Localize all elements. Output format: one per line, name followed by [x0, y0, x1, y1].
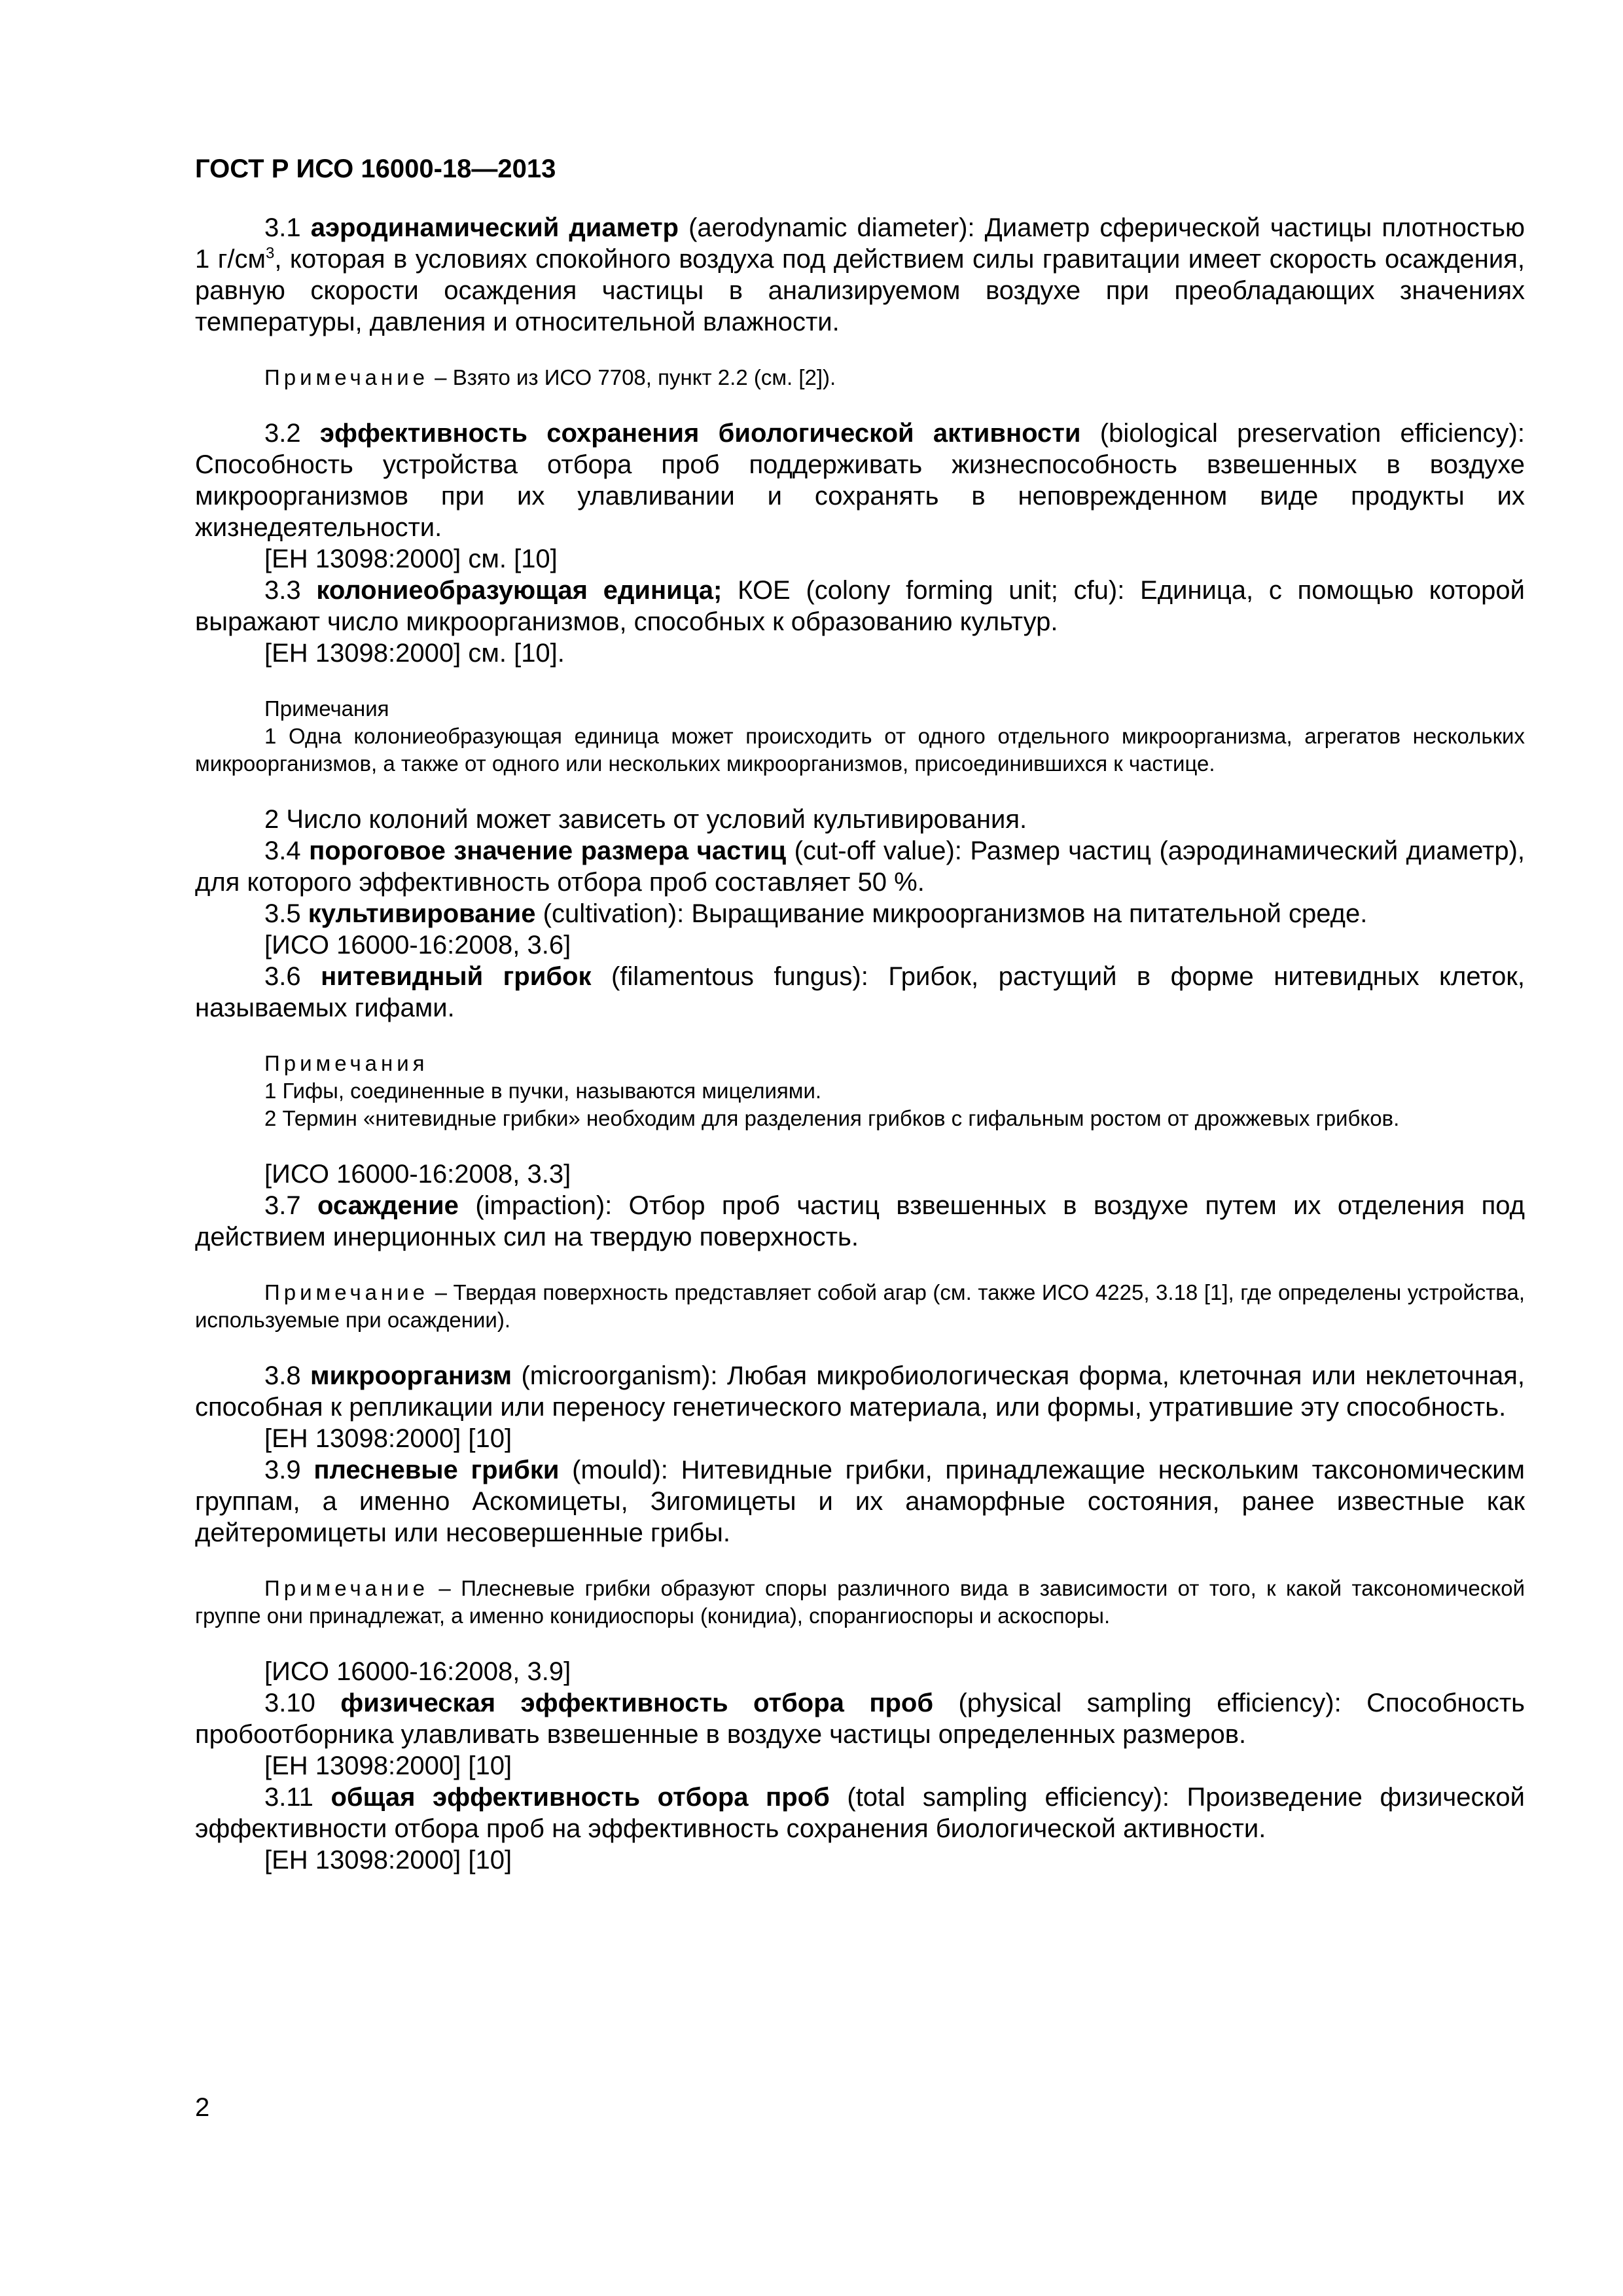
note-3-1	[195, 364, 1525, 391]
term-number: 3.1	[264, 213, 301, 242]
term-3-4	[195, 835, 1525, 898]
note-text: – Плесневые грибки образуют споры различного вида в зависимости от того, к какой таксономической группе они принадлежат, а именно конидиоспоры (конидиа), спорангиоспоры и аскоспоры.	[195, 1576, 1525, 1628]
note-text: – Взято из ИСО 7708, пункт 2.2 (см. [2]).	[429, 365, 836, 389]
term-3-1	[195, 212, 1525, 338]
term-number: 3.10	[264, 1689, 315, 1717]
term-definition: КОЕ (colony forming unit; cfu): Единица, с помощью которой выражают число микроорганизмов, способных к образованию культур.	[195, 576, 1525, 636]
term-definition: (aerodynamic diameter): Диаметр сферической частицы плотностью 1 г/см	[195, 213, 1525, 274]
term-3-5	[195, 898, 1525, 929]
term-number: 3.2	[264, 419, 301, 448]
note-label: Примечание	[264, 1576, 429, 1600]
note-text: – Твердая поверхность представляет собой агар (см. также ИСО 4225, 3.18 [1], где определены устройства, используемые при осаждении).	[195, 1280, 1525, 1332]
term-number: 3.9	[264, 1456, 301, 1484]
term-reference: [ЕН 13098:2000] [10]	[264, 1751, 512, 1780]
term-reference: [ЕН 13098:2000] см. [10].	[264, 639, 565, 668]
term-3-8	[195, 1360, 1525, 1423]
term-title: физическая эффективность отбора проб	[340, 1689, 934, 1717]
term-reference: [ЕН 13098:2000] [10]	[264, 1846, 512, 1874]
term-3-7	[195, 1190, 1525, 1253]
term-3-2	[195, 418, 1525, 543]
term-reference: [ЕН 13098:2000] [10]	[264, 1424, 512, 1453]
term-reference: [ЕН 13098:2000] см. [10]	[264, 545, 558, 573]
term-definition: (impaction): Отбор проб частиц взвешенных в воздухе путем их отделения под действием инерционных сил на твердую поверхность.	[195, 1191, 1525, 1251]
term-reference: [ИСО 16000-16:2008, 3.9]	[264, 1657, 571, 1686]
term-title: культивирование	[308, 899, 536, 928]
term-number: 3.11	[264, 1783, 313, 1812]
term-title: аэродинамический диаметр	[310, 213, 679, 242]
term-3-10	[195, 1687, 1525, 1750]
document-header: ГОСТ Р ИСО 16000-18—2013	[195, 154, 556, 183]
term-title: общая эффективность отбора проб	[330, 1783, 830, 1812]
note-label: Примечание	[264, 1280, 429, 1304]
note-item: 1 Одна колониеобразующая единица может происходить от одного отдельного микроорганизма, агрегатов нескольких микроорганизмов, а также от одного или нескольких микроорганизмов, присоединившихся к частице.	[195, 724, 1525, 776]
page-number: 2	[195, 2093, 210, 2122]
term-number: 3.8	[264, 1361, 301, 1390]
term-reference: [ИСО 16000-16:2008, 3.6]	[264, 931, 571, 960]
term-definition: (biological preservation efficiency): Способность устройства отбора проб поддерживать жизнеспособность взвешенных в воздухе микроорганизмов при их улавливании и сохранять в неповрежденном виде продукты их жизнедеятельности.	[195, 419, 1525, 542]
note-label: Примечание	[264, 365, 429, 389]
note-item-large: 2 Число колоний может зависеть от условий культивирования.	[264, 805, 1027, 834]
term-definition: (microorganism): Любая микробиологическая форма, клеточная или неклеточная, способная к репликации или переносу генетического материала, или формы, утратившие эту способность.	[195, 1361, 1525, 1422]
term-title: микроорганизм	[310, 1361, 512, 1390]
term-title: пороговое значение размера частиц	[309, 836, 787, 865]
term-number: 3.7	[264, 1191, 301, 1220]
term-title: колониеобразующая единица;	[316, 576, 722, 605]
note-3-7	[195, 1279, 1525, 1334]
term-3-3	[195, 575, 1525, 637]
term-definition: (total sampling efficiency): Произведение физической эффективности отбора проб на эффективность сохранения биологической активности.	[195, 1783, 1525, 1843]
term-definition: (cut-off value): Размер частиц (аэродинамический диаметр), для которого эффективность отбора проб составляет 50 %.	[195, 836, 1525, 897]
notes-label: Примечания	[264, 696, 389, 721]
term-title: эффективность сохранения биологической активности	[319, 419, 1081, 448]
superscript: 3	[265, 244, 275, 262]
term-reference: [ИСО 16000-16:2008, 3.3]	[264, 1160, 571, 1189]
term-3-6	[195, 961, 1525, 1024]
term-title: осаждение	[317, 1191, 459, 1220]
note-item: 1 Гифы, соединенные в пучки, называются мицелиями.	[264, 1079, 822, 1103]
term-definition: (filamentous fungus): Грибок, растущий в форме нитевидных клеток, называемых гифами.	[195, 962, 1525, 1022]
term-number: 3.4	[264, 836, 301, 865]
term-definition: (mould): Нитевидные грибки, принадлежащие нескольким таксономическим группам, а именно Аскомицеты, Зигомицеты и их анаморфные состояния, ранее известные как дейтеромицеты или несовершенные грибы.	[195, 1456, 1525, 1547]
term-definition-cont: , которая в условиях спокойного воздуха под действием силы гравитации имеет скорость осаждения, равную скорости осаждения частицы в анализируемом воздухе при преобладающих значениях температуры, давления и относительной влажности.	[195, 245, 1525, 336]
notes-label: Примечания	[264, 1051, 429, 1075]
term-number: 3.3	[264, 576, 301, 605]
term-number: 3.6	[264, 962, 301, 991]
term-3-9	[195, 1454, 1525, 1549]
note-item: 2 Термин «нитевидные грибки» необходим для разделения грибков с гифальным ростом от дрожжевых грибков.	[264, 1106, 1400, 1130]
document-page	[195, 152, 1525, 1876]
term-3-11	[195, 1782, 1525, 1844]
term-definition: (cultivation): Выращивание микроорганизмов на питательной среде.	[543, 899, 1368, 928]
term-title: плесневые грибки	[313, 1456, 560, 1484]
term-definition: (physical sampling efficiency): Способность пробоотборника улавливать взвешенные в воздухе частицы определенных размеров.	[195, 1689, 1525, 1749]
term-number: 3.5	[264, 899, 301, 928]
note-3-9	[195, 1575, 1525, 1630]
term-title: нитевидный грибок	[321, 962, 592, 991]
